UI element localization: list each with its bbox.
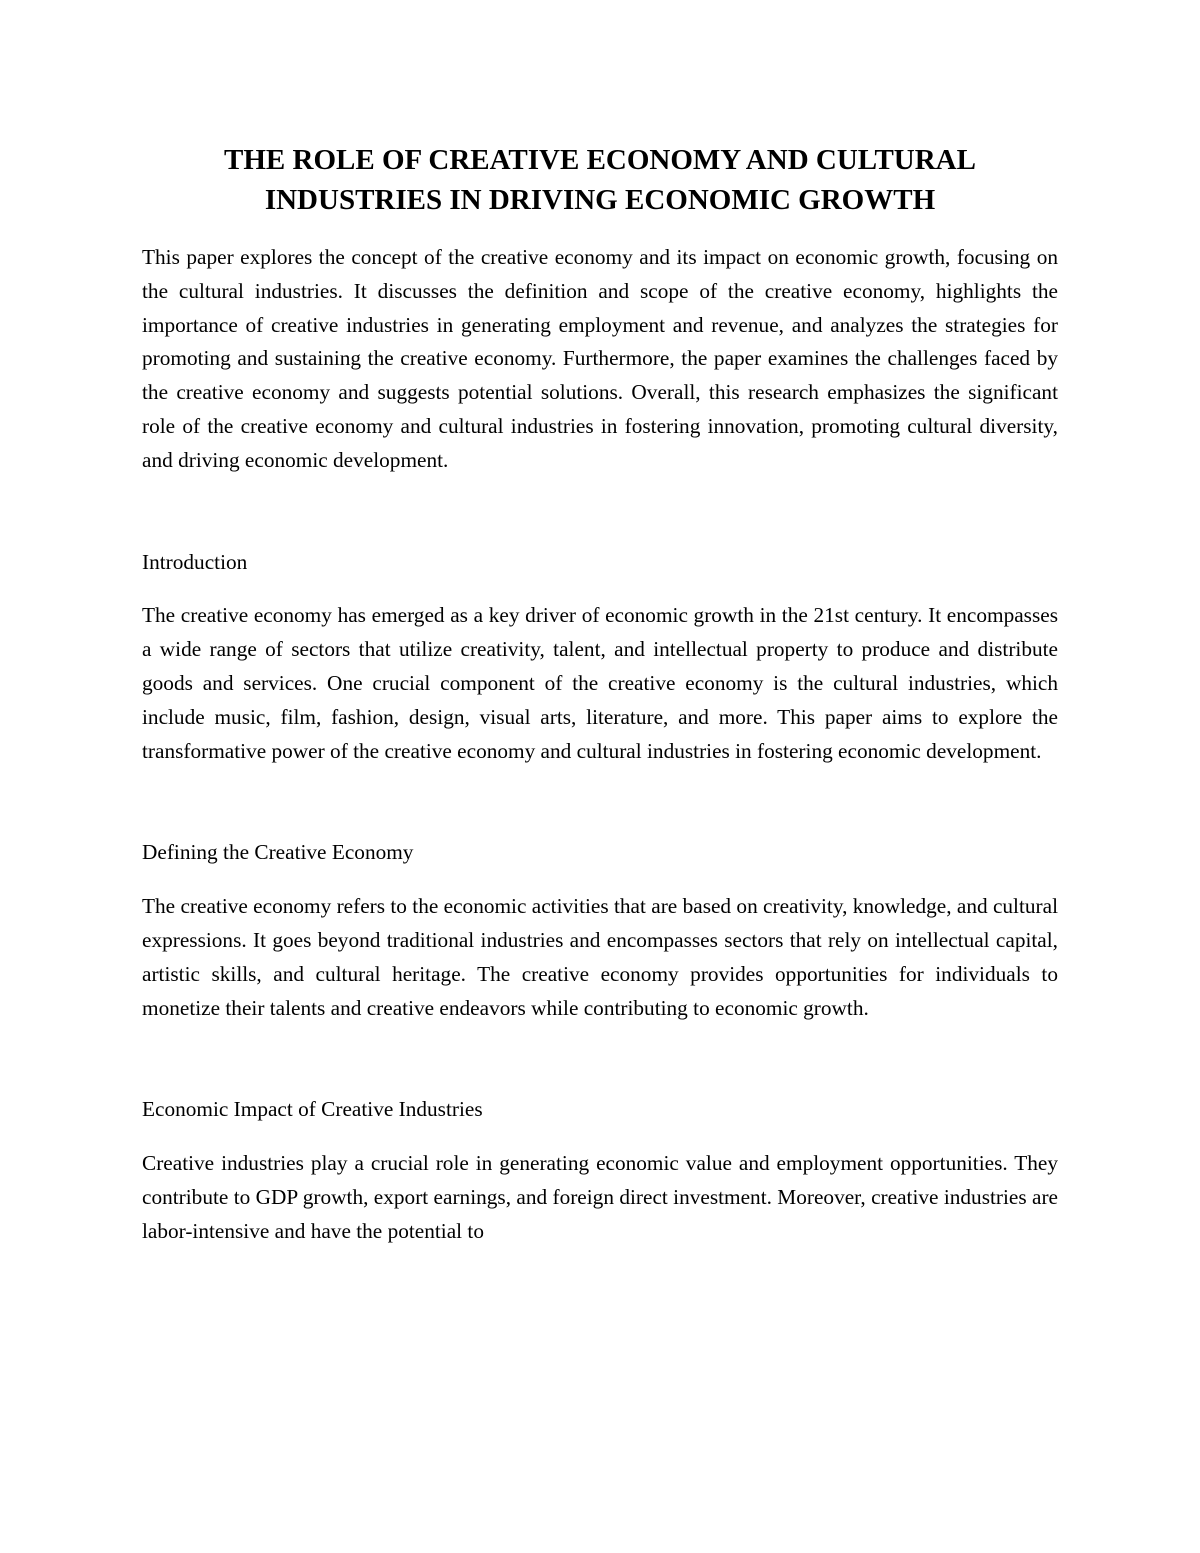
section-spacer — [142, 768, 1058, 836]
section-body-defining: The creative economy refers to the economic activities that are based on creativity, knowledge, and cultural expressions. It goes beyond traditional industries and encompasses sectors that rely on intellectual capital, artistic skills, and cultural heritage. The creative economy provides opportunities for individuals to monetize their talents and creative endeavors while contributing to economic growth. — [142, 894, 1058, 1020]
section-spacer — [142, 478, 1058, 546]
section-body-economic-impact: Creative industries play a crucial role in generating economic value and employment opportunities. They contribute to GDP growth, export earnings, and foreign direct investment. Moreover, creative industries are labor-intensive and have the potential to — [142, 1151, 1058, 1243]
document-content — [142, 140, 1058, 1249]
heading-spacer — [142, 870, 1058, 890]
section-heading-introduction: Introduction — [142, 549, 248, 574]
page-title — [142, 140, 1058, 220]
heading-spacer — [142, 1127, 1058, 1147]
section-heading-economic-impact: Economic Impact of Creative Industries — [142, 1097, 483, 1122]
title-line-1: THE ROLE OF CREATIVE ECONOMY AND CULTURAL — [224, 144, 976, 176]
section-spacer — [142, 1025, 1058, 1093]
heading-spacer — [142, 579, 1058, 599]
section-body-introduction: The creative economy has emerged as a key driver of economic growth in the 21st century. It encompasses a wide range of sectors that utilize creativity, talent, and intellectual property to produce and distribute goods and services. One crucial component of the creative economy is the cultural industries, which include music, film, fashion, design, visual arts, literature, and more. This paper aims to explore the transformative power of the creative economy and cultural industries in fostering economic development. — [142, 603, 1058, 763]
title-line-2: INDUSTRIES IN DRIVING ECONOMIC GROWTH — [264, 184, 936, 216]
section-heading-defining: Defining the Creative Economy — [142, 840, 414, 865]
abstract-paragraph: This paper explores the concept of the creative economy and its impact on economic growth, focusing on the cultural industries. It discusses the definition and scope of the creative economy, highlights the importance of creative industries in generating employment and revenue, and analyzes the strategies for promoting and sustaining the creative economy. Furthermore, the paper examines the challenges faced by the creative economy and suggests potential solutions. Overall, this research emphasizes the significant role of the creative economy and cultural industries in fostering innovation, promoting cultural diversity, and driving economic development. — [142, 245, 1058, 472]
